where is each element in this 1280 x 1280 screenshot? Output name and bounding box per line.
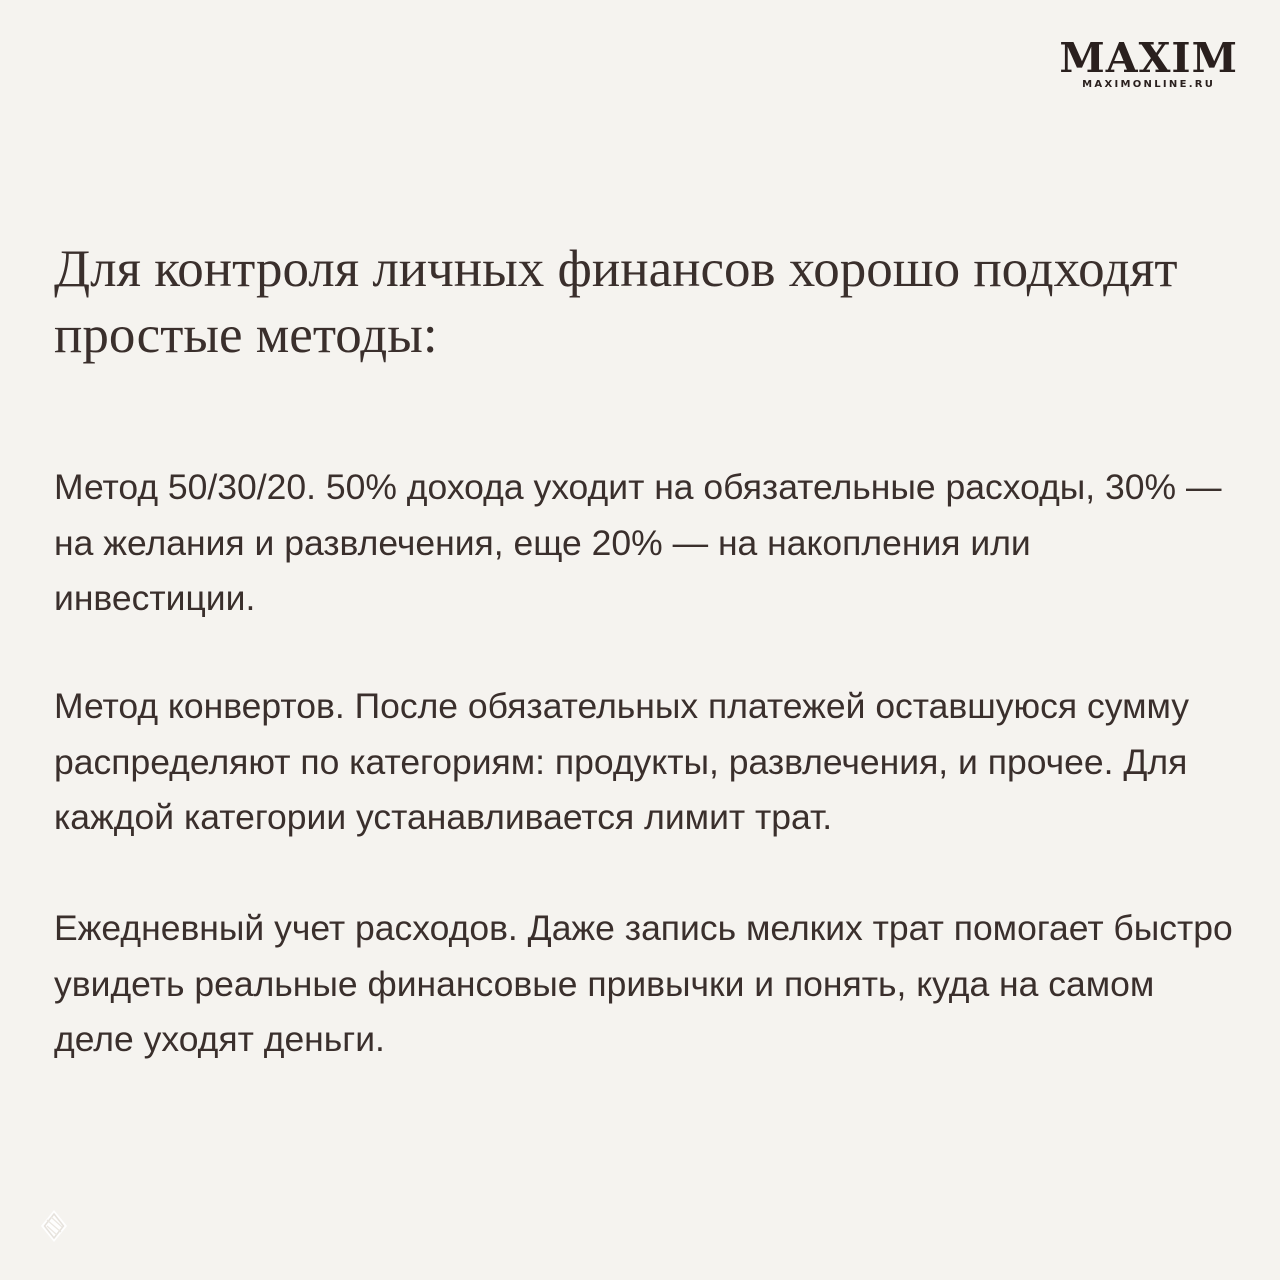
page-heading: Для контроля личных финансов хорошо подходят простые методы: bbox=[54, 240, 1178, 364]
brand-name: MAXIM bbox=[1059, 34, 1238, 82]
diamond-watermark-icon bbox=[38, 1208, 70, 1244]
brand-logo bbox=[1059, 36, 1238, 90]
brand-url: MAXIMONLINE.RU bbox=[1082, 79, 1216, 90]
paragraph-envelope-method: Метод конвертов. После обязательных платежей оставшуюся сумму распределяют по категориям: продукты, развлечения, и прочее. Для каждой категории устанавливается лимит трат. bbox=[54, 686, 1190, 837]
paragraph-method-50-30-20: Метод 50/30/20. 50% дохода уходит на обязательные расходы, 30% — на желания и развлечения, еще 20% — на накопления или инвестиции. bbox=[54, 467, 1222, 618]
paragraph-daily-tracking: Ежедневный учет расходов. Даже запись мелких трат помогает быстро увидеть реальные финансовые привычки и понять, куда на самом деле уходят деньги. bbox=[54, 908, 1233, 1059]
